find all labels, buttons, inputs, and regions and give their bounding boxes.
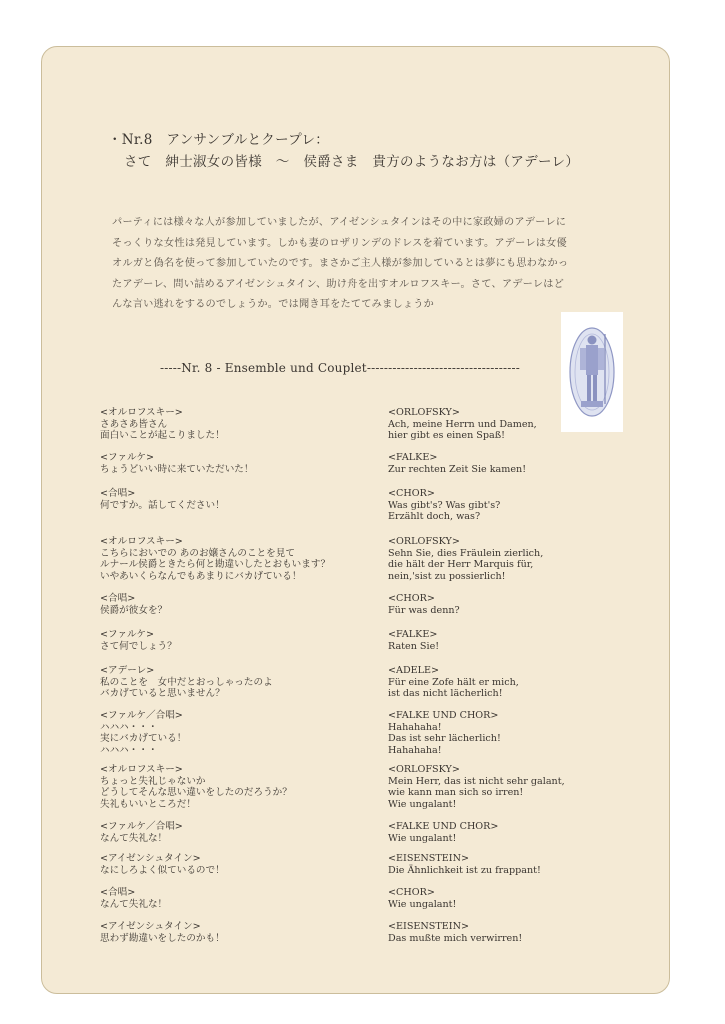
dialogue-line: Mein Herr, das ist nicht sehr galant, xyxy=(388,775,565,787)
dialogue-block xyxy=(100,593,167,616)
knight-statue-figure xyxy=(561,312,623,432)
speaker-label: <ファルケ／合唱> xyxy=(100,710,183,721)
dialogue-block xyxy=(388,665,519,700)
dialogue-block xyxy=(100,710,186,756)
dialogue-line: Für eine Zofe hält er mich, xyxy=(388,676,519,688)
dialogue-line: Hahahaha! xyxy=(388,744,442,756)
speaker-label: <FALKE> xyxy=(388,452,438,463)
dialogue-line: いやあいくらなんでもあまりにバカげている！ xyxy=(100,570,302,582)
speaker-label: <ファルケ> xyxy=(100,452,155,463)
dialogue-line: 私のことを 女中だとおっしゃったのよ xyxy=(100,676,273,688)
dialogue-line: なんて失礼な！ xyxy=(100,832,168,844)
speaker-label: <ORLOFSKY> xyxy=(388,536,460,547)
dialogue-block xyxy=(388,593,460,616)
dialogue-line: さあさあ皆さん xyxy=(100,418,168,430)
dialogue-block xyxy=(388,921,522,944)
dialogue-line: nein,'sist zu possierlich! xyxy=(388,570,506,582)
dialogue-block xyxy=(100,665,273,700)
dialogue-line: なにしろよく似ているので！ xyxy=(100,864,225,876)
intro-paragraph xyxy=(112,213,582,316)
speaker-label: <ORLOFSKY> xyxy=(388,764,460,775)
dialogue-line: Die Ähnlichkeit ist zu frappant! xyxy=(388,864,541,876)
dialogue-line: 何ですか。話してください！ xyxy=(100,499,225,511)
dialogue-line: 面白いことが起こりました！ xyxy=(100,430,225,441)
section-heading xyxy=(108,129,579,173)
dialogue-line: Was gibt's? Was gibt's? xyxy=(388,499,501,511)
dialogue-block xyxy=(388,488,500,523)
dialogue-line: 思わず勘違いをしたのかも！ xyxy=(100,932,225,944)
speaker-label: <FALKE UND CHOR> xyxy=(388,710,499,721)
intro-line: んな言い逃れをするのでしょうか。では聞き耳をたててみましょうか xyxy=(112,299,435,310)
dialogue-block xyxy=(388,407,537,442)
dialogue-block xyxy=(100,921,225,944)
speaker-label: <FALKE> xyxy=(388,629,438,640)
dialogue-line: Erzählt doch, was? xyxy=(388,511,481,522)
section-title: -----Nr. 8 - Ensemble und Couplet------------------------------------ xyxy=(160,361,521,375)
dialogue-block xyxy=(100,536,330,582)
dialogue-line: Zur rechten Zeit Sie kamen! xyxy=(388,463,527,475)
knight-statue-icon xyxy=(561,312,623,432)
dialogue-line: こちらにおいでの あのお嬢さんのことを見て xyxy=(100,547,295,559)
speaker-label: <CHOR> xyxy=(388,488,435,499)
intro-line: たアデーレ、問い詰めるアイゼンシュタイン、助け舟を出すオルロフスキー。さて、アデーレはど xyxy=(112,278,564,290)
speaker-label: <ファルケ> xyxy=(100,629,155,640)
dialogue-block xyxy=(388,629,439,652)
dialogue-block xyxy=(100,452,254,475)
dialogue-line: ist das nicht lächerlich! xyxy=(388,688,503,699)
dialogue-block xyxy=(100,629,177,652)
speaker-label: <合唱> xyxy=(100,887,136,898)
dialogue-line: Wie ungalant! xyxy=(388,798,457,810)
dialogue-block xyxy=(388,853,541,876)
intro-line: パーティには様々な人が参加していましたが、アイゼンシュタインはその中に家政婦のアデーレに xyxy=(112,217,567,228)
dialogue-line: 実にバカげている！ xyxy=(100,733,187,744)
speaker-label: <オルロフスキー> xyxy=(100,764,183,775)
dialogue-line: ちょうどいい時に来ていただいた！ xyxy=(100,463,254,475)
speaker-label: <合唱> xyxy=(100,488,136,499)
heading-line-2: さて 紳士淑女の皆様 ～ 侯爵さま 貴方のようなお方は（アデーレ） xyxy=(124,154,580,170)
dialogue-block xyxy=(100,821,183,844)
dialogue-line: Für was denn? xyxy=(388,604,460,616)
dialogue-block xyxy=(388,764,565,810)
dialogue-line: die hält der Herr Marquis für, xyxy=(388,559,534,570)
dialogue-line: なんて失礼な！ xyxy=(100,898,168,910)
speaker-label: <FALKE UND CHOR> xyxy=(388,821,499,832)
speaker-label: <合唱> xyxy=(100,593,136,604)
dialogue-line: Das ist sehr lächerlich! xyxy=(388,733,501,744)
speaker-label: <EISENSTEIN> xyxy=(388,921,469,932)
dialogue-line: Raten Sie! xyxy=(388,640,440,652)
dialogue-line: ルナール侯爵ときたら何と勘違いしたとおもいます？ xyxy=(100,559,331,570)
dialogue-block xyxy=(100,488,225,511)
speaker-label: <CHOR> xyxy=(388,593,435,604)
dialogue-line: さて何でしょう？ xyxy=(100,640,177,652)
speaker-label: <ADELE> xyxy=(388,665,440,676)
dialogue-block xyxy=(388,536,543,582)
speaker-label: <オルロフスキー> xyxy=(100,536,183,547)
dialogue-line: ハハハ・・・ xyxy=(100,721,158,733)
dialogue-block xyxy=(100,764,292,810)
dialogue-line: ちょっと失礼じゃないか xyxy=(100,775,206,787)
speaker-label: <アイゼンシュタイン> xyxy=(100,921,201,932)
dialogue-line: Ach, meine Herrn und Damen, xyxy=(388,418,537,430)
program-page xyxy=(41,46,670,994)
dialogue-line: hier gibt es einen Spaß! xyxy=(388,430,505,441)
speaker-label: <ORLOFSKY> xyxy=(388,407,460,418)
intro-line: オルガと偽名を使って参加していたのです。まさかご主人様が参加しているとは夢にも思わなかっ xyxy=(112,258,569,269)
heading-line-1: ・Nr.8 アンサンブルとクープレ： xyxy=(108,132,330,148)
speaker-label: <アデーレ> xyxy=(100,665,155,676)
dialogue-line: バカげていると思いません？ xyxy=(100,688,225,699)
dialogue-block xyxy=(388,887,456,910)
dialogue-line: 侯爵が彼女を？ xyxy=(100,604,168,616)
dialogue-block xyxy=(100,887,167,910)
dialogue-block xyxy=(100,407,225,442)
speaker-label: <CHOR> xyxy=(388,887,435,898)
dialogue-block xyxy=(388,710,501,756)
dialogue-line: Hahahaha! xyxy=(388,721,442,733)
dialogue-line: Sehn Sie, dies Fräulein zierlich, xyxy=(388,547,544,559)
dialogue-line: どうしてそんな思い違いをしたのだろうか？ xyxy=(100,787,292,798)
speaker-label: <オルロフスキー> xyxy=(100,407,183,418)
speaker-label: <EISENSTEIN> xyxy=(388,853,469,864)
dialogue-block xyxy=(388,821,498,844)
dialogue-block xyxy=(100,853,225,876)
speaker-label: <ファルケ／合唱> xyxy=(100,821,183,832)
speaker-label: <アイゼンシュタイン> xyxy=(100,853,201,864)
dialogue-line: 失礼もいいところだ！ xyxy=(100,798,196,810)
dialogue-line: ハハハ・・・ xyxy=(100,744,158,756)
dialogue-line: Wie ungalant! xyxy=(388,898,457,910)
dialogue-line: Wie ungalant! xyxy=(388,832,457,844)
intro-line: そっくりな女性は発見しています。しかも妻のロザリンデのドレスを着ています。アデーレは女優 xyxy=(112,237,567,249)
dialogue-block xyxy=(388,452,526,475)
dialogue-line: wie kann man sich so irren! xyxy=(388,787,524,798)
dialogue-line: Das mußte mich verwirren! xyxy=(388,932,523,944)
